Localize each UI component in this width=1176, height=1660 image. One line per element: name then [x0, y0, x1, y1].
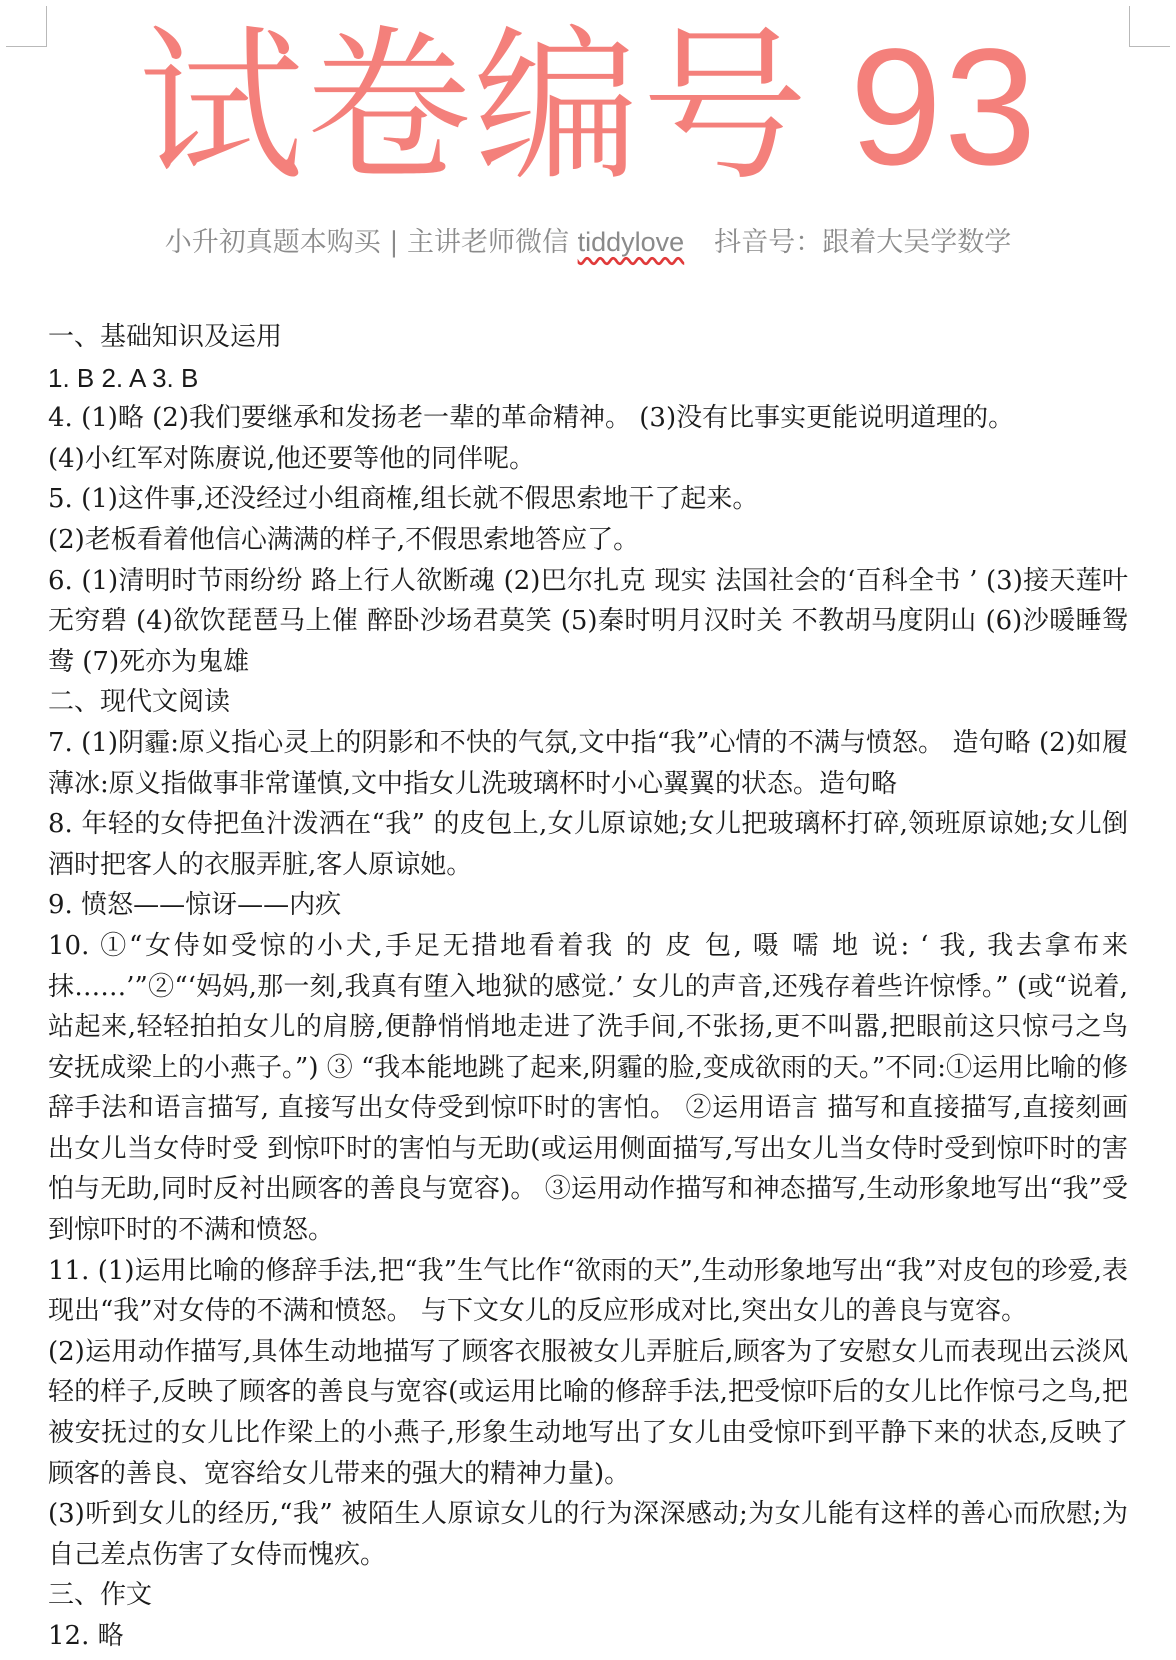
answer-q8: 8. 年轻的女侍把鱼汁泼洒在“我” 的皮包上,女儿原谅她;女儿把玻璃杯打碎,领班原谅她;女儿倒酒时把客人的衣服弄脏,客人原谅她。 — [48, 809, 1128, 880]
answer-q4-part4: (4)小红军对陈赓说,他还要等他的同伴呢。 — [48, 443, 536, 474]
answer-q6: 6. (1)清明时节雨纷纷 路上行人欲断魂 (2)巴尔扎克 现实 法国社会的‘百科全书 ’ (3)接天莲叶无穷碧 (4)欲饮琵琶马上催 醉卧沙场君莫笑 (5)秦时明月汉时关 不教胡马度阴山 (6)沙暖睡鸳鸯 (7)死亦为鬼雄 — [48, 565, 1128, 677]
answer-q11-part3: (3)听到女儿的经历,“我” 被陌生人原谅女儿的行为深深感动;为女儿能有这样的善心而欣慰;为自己差点伤害了女侍而愧疚。 — [48, 1499, 1128, 1570]
answer-q4: 4. (1)略 (2)我们要继承和发扬老一辈的革命精神。 (3)没有比事实更能说明道理的。 — [48, 403, 1015, 434]
subtitle-douyin: 抖音号：跟着大吴学数学 — [714, 227, 1012, 258]
answer-q1-3: 1. B 2. A 3. B — [48, 362, 199, 393]
answer-q5: 5. (1)这件事,还没经过小组商榷,组长就不假思索地干了起来。 — [48, 484, 759, 515]
subtitle — [0, 222, 1176, 263]
subtitle-purchase: 小升初真题本购买 | 主讲老师微信 — [164, 227, 578, 258]
answer-q9: 9. 愤怒——惊讶——内疚 — [48, 890, 342, 921]
answer-q11-part2: (2)运用动作描写,具体生动地描写了顾客衣服被女儿弄脏后,顾客为了安慰女儿而表现出云淡风轻的样子,反映了顾客的善良与宽容(或运用比喻的修辞手法,把受惊吓后的女儿比作惊弓之鸟,把被安抚过的女儿比作梁上的小燕子,形象生动地写出了女儿由受惊吓到平静下来的状态,反映了顾客的善良、宽容给女儿带来的强大的精神力量)。 — [48, 1336, 1128, 1489]
answer-q7: 7. (1)阴霾:原义指心灵上的阴影和不快的气氛,文中指“我”心情的不满与愤怒。 造句略 (2)如履薄冰:原义指做事非常谨慎,文中指女儿洗玻璃杯时小心翼翼的状态。造句略 — [48, 727, 1128, 799]
section-heading-2: 二、现代文阅读 — [48, 687, 231, 718]
section-heading-1: 一、基础知识及运用 — [48, 322, 283, 352]
page-title — [0, 8, 1176, 208]
subtitle-wechat-id: tiddylove — [577, 227, 685, 257]
title-number: 93 — [849, 15, 1039, 200]
answer-q12: 12. 略 — [48, 1621, 124, 1651]
answer-q11: 11. (1)运用比喻的修辞手法,把“我”生气比作“欲雨的天”,生动形象地写出“我”对皮包的珍爱,表现出“我”对女侍的不满和愤怒。 与下文女儿的反应形成对比,突出女儿的善良与宽容。 — [48, 1255, 1128, 1327]
section-heading-3: 三、作文 — [48, 1580, 153, 1611]
answer-q10: 10. ①“女侍如受惊的小犬,手足无措地看着我 的 皮 包, 嗫 嚅 地 说: ‘ 我, 我去拿布来抹……’”②“‘妈妈,那一刻,我真有堕入地狱的感觉.’ 女儿的声音,还残存着些许惊悸。” (或“说着,站起来,轻轻拍拍女儿的肩膀,便静悄悄地走进了洗手间,不张扬,更不叫嚣,把眼前这只惊弓之鸟安抚成梁上的小燕子。”) ③ “我本能地跳了起来,阴霾的脸,变成欲雨的天。”不同:①运用比喻的修辞手法和语言描写, 直接写出女侍受到惊吓时的害怕。 ②运用语言 描写和直接描写,直接刻画出女儿当女侍时受 到惊吓时的害怕与无助(或运用侧面描写,写出女儿当女侍时受到惊吓时的害怕与无助,同时反衬出顾客的善良与宽容)。 ③运用动作描写和神态描写,生动形象地写出“我”受到惊吓时的不满和愤怒。 — [48, 930, 1128, 1246]
answer-q5-part2: (2)老板看着他信心满满的样子,不假思索地答应了。 — [48, 524, 640, 555]
answer-content — [48, 317, 1128, 1657]
title-text: 试卷编号 — [137, 11, 810, 204]
